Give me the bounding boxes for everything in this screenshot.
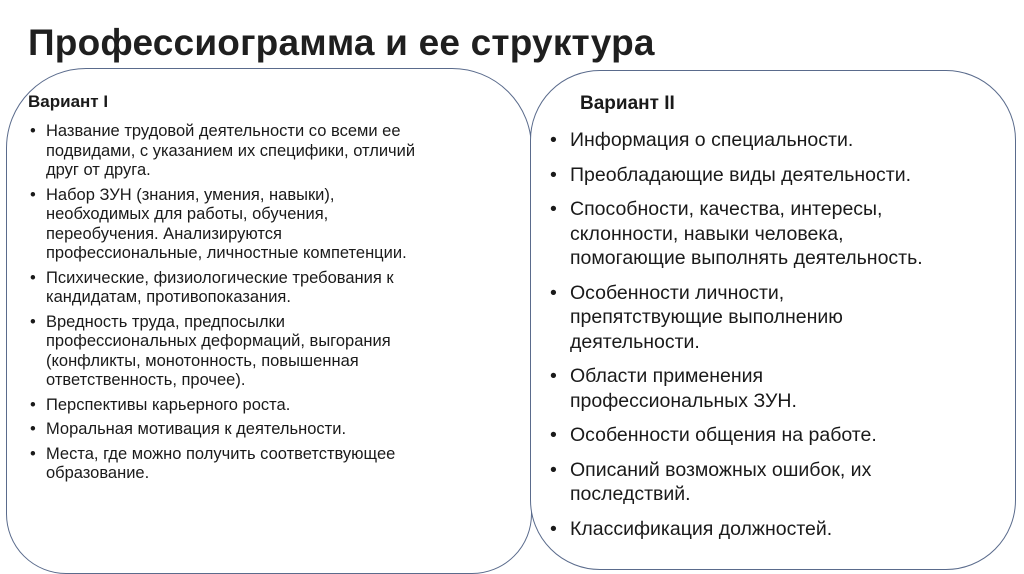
list-item: • Способности, качества, интересы, склонности, навыки человека, помогающие выполнять деятельность. [550,197,1010,271]
list-item: • Психические, физиологические требования к кандидатам, противопоказания. [30,269,532,308]
list-item: • Моральная мотивация к деятельности. [30,420,532,440]
variant-1-heading: Вариант I [28,92,109,111]
list-item: • Преобладающие виды деятельности. [550,163,1010,188]
list-item: • Вредность труда, предпосылки профессиональных деформаций, выгорания (конфликты, монотонность, повышенная ответственность, прочее). [30,313,532,391]
list-item: • Информация о специальности. [550,128,1010,153]
list-item: • Области применения профессиональных ЗУН. [550,364,1010,413]
list-item: • Описаний возможных ошибок, их последствий. [550,458,1010,507]
list-item: • Места, где можно получить соответствующее образование. [30,445,532,484]
list-item: • Классификация должностей. [550,517,1010,542]
list-item: • Набор ЗУН (знания, умения, навыки), необходимых для работы, обучения, переобучения. Анализируются профессиональные, личностные компетенции. [30,186,532,264]
variant-2-list [550,128,1010,551]
list-item: • Особенности общения на работе. [550,423,1010,448]
list-item: • Особенности личности, препятствующие выполнению деятельности. [550,281,1010,355]
variant-2-heading: Вариант II [580,93,675,114]
list-item: • Название трудовой деятельности со всеми ее подвидами, с указанием их специфики, отличий друг от друга. [30,122,532,181]
page-title: Профессиограмма и ее структура [28,22,655,63]
list-item: • Перспективы карьерного роста. [30,396,532,416]
variant-1-list [30,122,532,489]
